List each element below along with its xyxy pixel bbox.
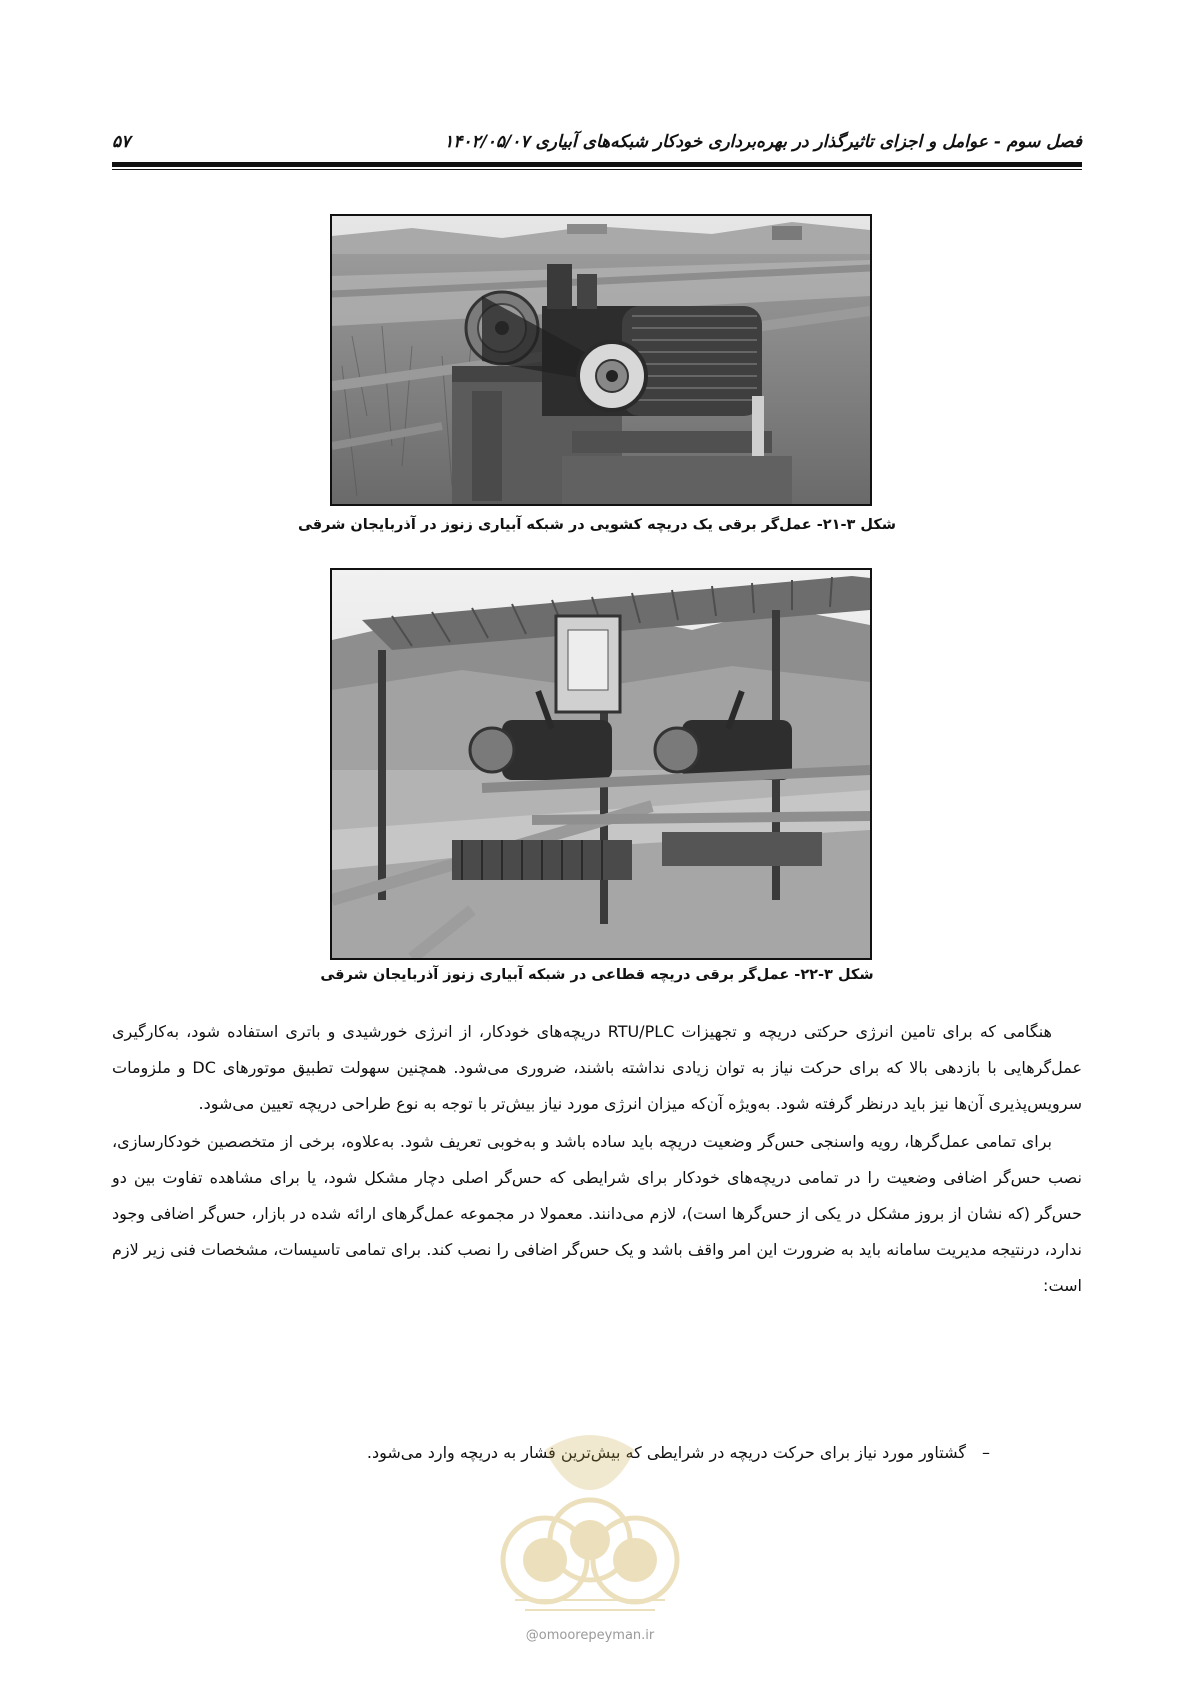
figure-2-caption: شکل ۳-۲۲- عمل‌گر برقی دریچه قطاعی در شبکه آبیاری زنوز آذربایجان شرقی (320, 967, 874, 983)
body-text (112, 1014, 1082, 1304)
bullet-dash: – (982, 1443, 990, 1462)
page-header (112, 128, 1082, 164)
watermark-url: @omoorepeyman.ir (525, 1628, 655, 1643)
figure-photo-sluice-gate-actuator (330, 214, 872, 506)
bullet-item-text: گشتاور مورد نیاز برای حرکت دریچه در شرایطی که بیش‌ترین فشار به دریچه وارد می‌شود. (366, 1443, 966, 1462)
page-number: ۵۷ (112, 132, 131, 152)
paragraph-sensor-calibration: برای تمامی عمل‌گرها، رویه واسنجی حس‌گر وضعیت دریچه باید ساده باشد و به‌خوبی تعریف شود. به‌علاوه، برخی از متخصصین خودکارسازی، نصب حس‌گر اضافی وضعیت را در تمامی دریچه‌های خودکار برای شرایطی که حس‌گر اصلی دچار مشکل شود، یا برای مشاهده تفاوت بین دو حس‌گر (که نشان از بروز مشکل در یکی از حس‌گرها است)، لازم می‌دانند. معمولا در مجموعه عمل‌گرهای ارائه شده در بازار، حس‌گر اضافی وجود ندارد، درنتیجه مدیریت سامانه باید به ضرورت این امر واقف باشد و یک حس‌گر اضافی را نصب کند. برای تمامی تاسیسات، مشخصات فنی زیر لازم است: (112, 1132, 1082, 1295)
watermark-seal-logo (485, 1430, 695, 1620)
photo-actuator-gearbox (332, 216, 870, 504)
photo-radial-gate-shelter (332, 570, 870, 958)
figure-1-caption: شکل ۳-۲۱- عمل‌گر برقی یک دریچه کشویی در شبکه آبیاری زنوز در آذربایجان شرقی (297, 517, 897, 533)
paragraph-energy-supply: هنگامی که برای تامین انرژی حرکتی دریچه و تجهیزات RTU/PLC دریچه‌های خودکار، از انرژی خورشیدی و باتری استفاده شود، به‌کارگیری عمل‌گرهایی با بازدهی بالا که برای حرکت نیاز به توان زیادی نداشته باشند، ضروری می‌شود. همچنین سهولت تطبیق موتورهای DC و ملزومات سرویس‌پذیری آن‌ها نیز باید درنظر گرفته شود. به‌ویژه آن‌که میزان انرژی مورد نیاز بیش‌تر با توجه به نوع طراحی دریچه تعیین می‌شود. (112, 1022, 1082, 1113)
figure-photo-radial-gate-actuator (330, 568, 872, 960)
header-divider-thick (112, 162, 1082, 167)
running-head-title: فصل سوم - عوامل و اجزای تاثیرگذار در بهره‌برداری خودکار شبکه‌های آبیاری ۱۴۰۲/۰۵/۰۷ (444, 132, 1082, 152)
header-divider-thin (112, 169, 1082, 170)
